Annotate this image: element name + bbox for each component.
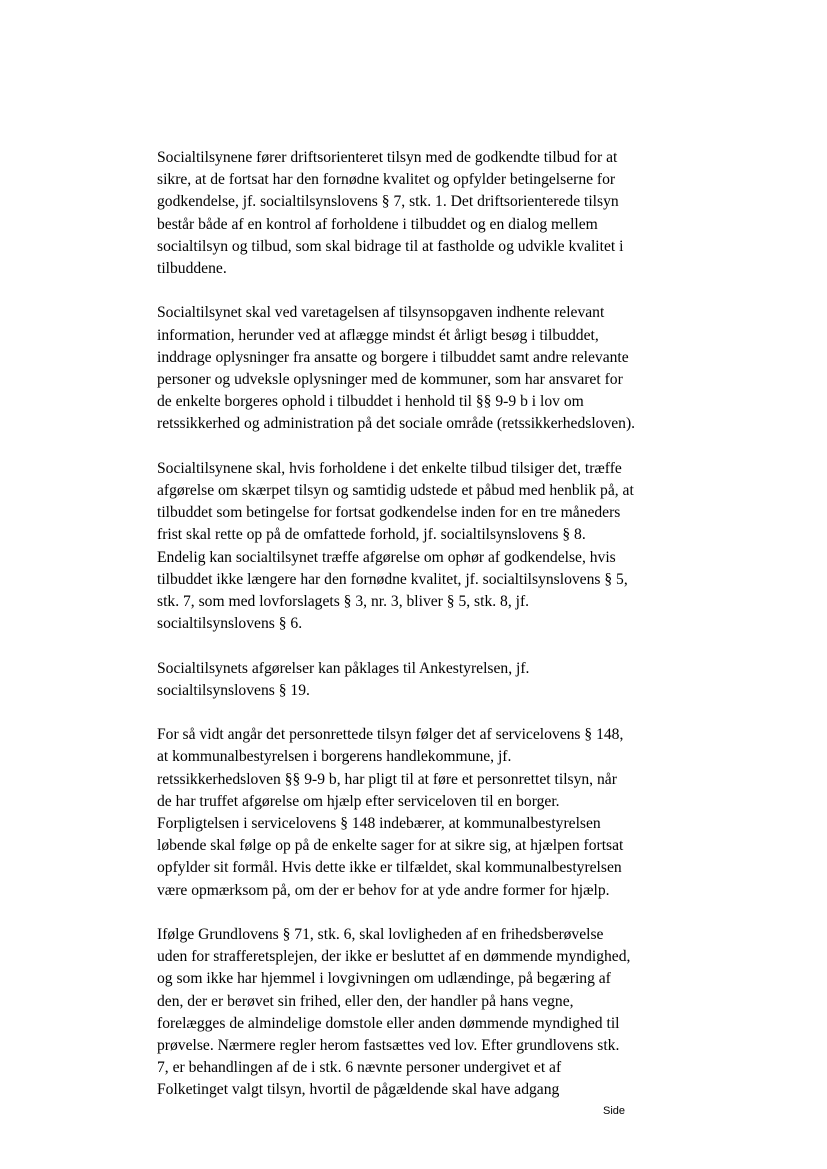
document-body: [157, 147, 677, 1102]
paragraph-driftsorienteret-tilsyn: Socialtilsynene fører driftsorienteret tilsyn med de godkendte tilbud for at sikre, at de fortsat har den fornødne kvalitet og opfylder betingelserne for godkendelse, jf. socialtilsynslovens § 7, stk. 1. Det driftsorienterede tilsyn består både af en kontrol af forholdene i tilbuddet og en dialog mellem socialtilsyn og tilbud, som skal bidrage til at fastholde og udvikle kvalitet i tilbuddene.: [157, 149, 624, 278]
paragraph-skaerpet-tilsyn: Socialtilsynene skal, hvis forholdene i det enkelte tilbud tilsiger det, træffe afgørelse om skærpet tilsyn og samtidig udstede et påbud med henblik på, at tilbuddet som betingelse for fortsat godkendelse inden for en tre måneders frist skal rette op på de omfattede forhold, jf. socialtilsynslovens § 8. Endelig kan socialtilsynet træffe afgørelse om ophør af godkendelse, hvis tilbuddet ikke længere har den fornødne kvalitet, jf. socialtilsynslovens § 5, stk. 7, som med lovforslagets § 3, nr. 3, bliver § 5, stk. 8, jf. socialtilsynslovens § 6.: [157, 459, 634, 633]
paragraph-tilsynsopgaven: Socialtilsynet skal ved varetagelsen af tilsynsopgaven indhente relevant information, herunder ved at aflægge mindst ét årligt besøg i tilbuddet, inddrage oplysninger fra ansatte og borgere i tilbuddet samt andre relevante personer og udveksle oplysninger med de kommuner, som har ansvaret for de enkelte borgeres ophold i tilbuddet i henhold til §§ 9-9 b i lov om retssikkerhed og administration på det sociale område (retssikkerhedsloven).: [157, 304, 636, 433]
paragraph-grundloven: Ifølge Grundlovens § 71, stk. 6, skal lovligheden af en frihedsberøvelse uden for strafferetsplejen, der ikke er besluttet af en dømmende myndighed, og som ikke har hjemmel i lovgivningen om udlændinge, på begæring af den, der er berøvet sin frihed, eller den, der handler på hans vegne, forelægges de almindelige domstole eller anden dømmende myndighed til prøvelse. Nærmere regler herom fastsættes ved lov. Efter grundlovens stk. 7, er behandlingen af de i stk. 6 nævnte personer undergivet et af Folketinget valgt tilsyn, hvortil de pågældende skal have adgang: [157, 926, 631, 1099]
paragraph-personrettede-tilsyn: For så vidt angår det personrettede tilsyn følger det af servicelovens § 148, at kommunalbestyrelsen i borgerens handlekommune, jf. retssikkerhedsloven §§ 9-9 b, har pligt til at føre et personrettet tilsyn, når de har truffet afgørelse om hjælp efter serviceloven til en borger. Forpligtelsen i servicelovens § 148 indebærer, at kommunalbestyrelsen løbende skal følge op på de enkelte sager for at sikre sig, at hjælpen fortsat opfylder sit formål. Hvis dette ikke er tilfældet, skal kommunalbestyrelsen være opmærksom på, om der er behov for at yde andre former for hjælp.: [157, 726, 624, 899]
paragraph-ankestyrelsen: Socialtilsynets afgørelser kan påklages til Ankestyrelsen, jf. socialtilsynslovens § 19.: [157, 659, 530, 699]
page-footer-label: Side: [603, 1105, 626, 1117]
